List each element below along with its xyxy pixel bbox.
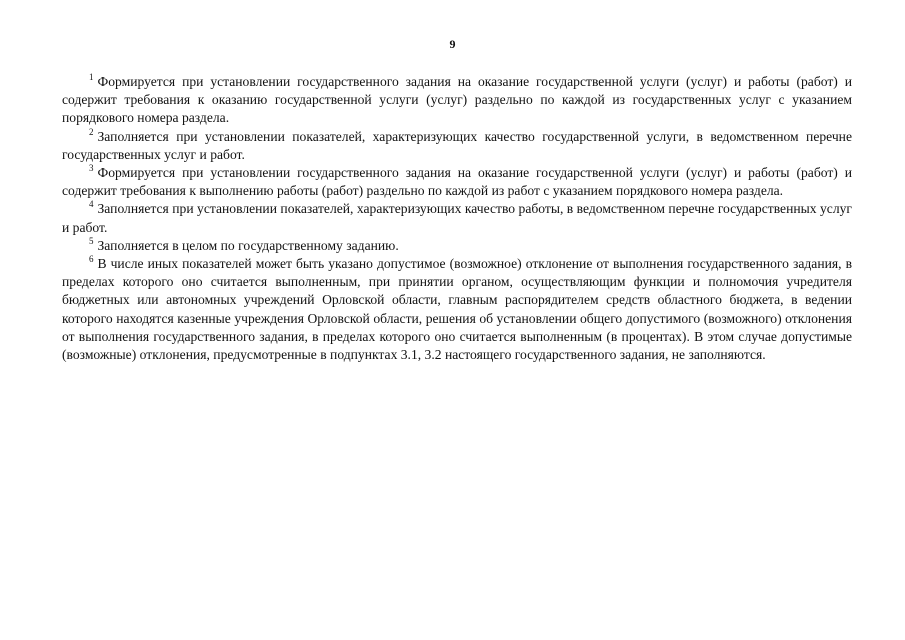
footnote-text: Заполняется при установлении показателей, характеризующих качество государственной услуги, в ведомственном перечне государственных услуг и работ. — [62, 128, 852, 162]
footnote-text: Заполняется при установлении показателей, характеризующих качество работы, в ведомственном перечне государственных услуг и работ. — [62, 201, 852, 235]
footnote-1 — [62, 73, 852, 128]
page-number: 9 — [449, 37, 456, 51]
footnote-text: В числе иных показателей может быть указано допустимое (возможное) отклонение от выполнения государственного задания, в пределах которого оно считается выполненным, при принятии органом, осуществляющим функции и полномочия учредителя бюджетных или автономных учреждений Орловской области, главным распорядителем средств областного бюджета, в ведении которого находятся казенные учреждения Орловской области, решения об установлении общего допустимого (возможного) отклонения от выполнения государственного задания, в пределах которого оно считается выполненным (в процентах). В этом случае допустимые (возможные) отклонения, предусмотренные в подпунктах 3.1, 3.2 настоящего государственного задания, не заполняются. — [62, 256, 852, 363]
footnote-mark: 6 — [89, 254, 94, 265]
footnote-text: Формируется при установлении государственного задания на оказание государственной услуги (услуг) и работы (работ) и содержит требования к оказанию государственной услуги (услуг) раздельно по каждой из государственных услуг с указанием порядкового номера раздела. — [62, 74, 852, 126]
footnote-5 — [62, 237, 852, 255]
footnote-mark: 1 — [89, 72, 94, 82]
footnote-mark: 5 — [89, 235, 94, 246]
footnote-4 — [62, 200, 852, 236]
footnote-mark: 2 — [89, 126, 94, 137]
footnote-mark: 4 — [89, 199, 94, 210]
footnote-3 — [62, 164, 852, 200]
footnote-6 — [62, 255, 852, 364]
footnote-text: Заполняется в целом по государственному заданию. — [97, 237, 399, 253]
footnote-2 — [62, 128, 852, 164]
footnote-text: Формируется при установлении государственного задания на оказание государственной услуги (услуг) и работы (работ) и содержит требования к выполнению работы (работ) раздельно по каждой из работ с указанием порядкового номера раздела. — [62, 165, 852, 199]
footnotes — [62, 73, 852, 364]
footnote-mark: 3 — [89, 163, 94, 174]
